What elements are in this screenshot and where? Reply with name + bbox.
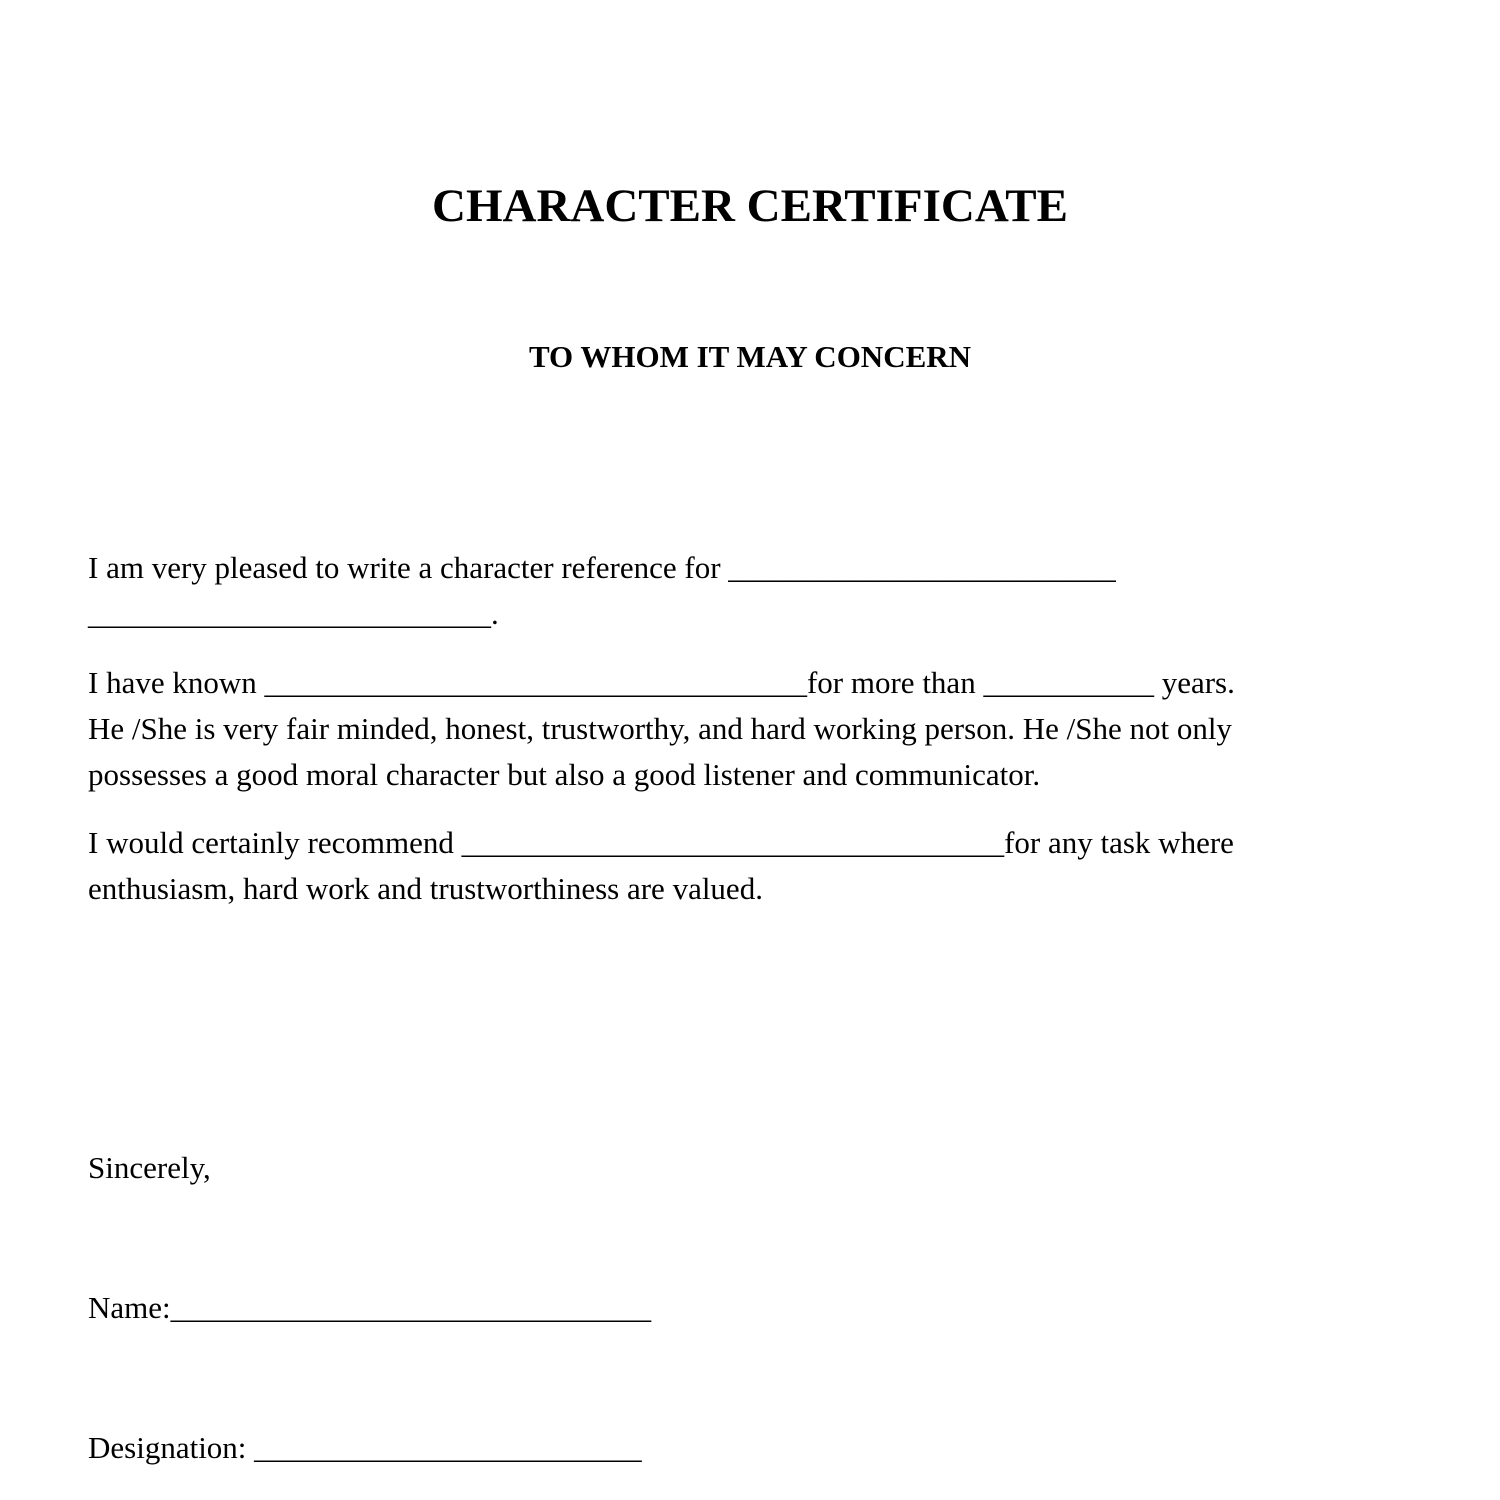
known-line-2: He /She is very fair minded, honest, trustworthy, and hard working person. He /She not only [88, 711, 1232, 746]
known-paragraph [88, 660, 1235, 798]
known-line-1: I have known ___________________________________for more than ___________ years. [88, 665, 1235, 700]
reference-line-1: I am very pleased to write a character reference for _________________________ [88, 550, 1116, 585]
reference-line-2: __________________________. [88, 596, 499, 631]
reference-paragraph [88, 545, 1116, 637]
name-field: Name:_______________________________ [88, 1290, 652, 1325]
recommend-line-2: enthusiasm, hard work and trustworthiness are valued. [88, 871, 763, 906]
designation-field: Designation: _________________________ [88, 1430, 642, 1465]
known-line-3: possesses a good moral character but also a good listener and communicator. [88, 757, 1041, 792]
recommend-paragraph [88, 820, 1234, 912]
page-title: CHARACTER CERTIFICATE [432, 180, 1068, 232]
salutation-heading: TO WHOM IT MAY CONCERN [528, 339, 972, 374]
closing-text: Sincerely, [88, 1150, 211, 1185]
recommend-line-1: I would certainly recommend ___________________________________for any task where [88, 825, 1234, 860]
